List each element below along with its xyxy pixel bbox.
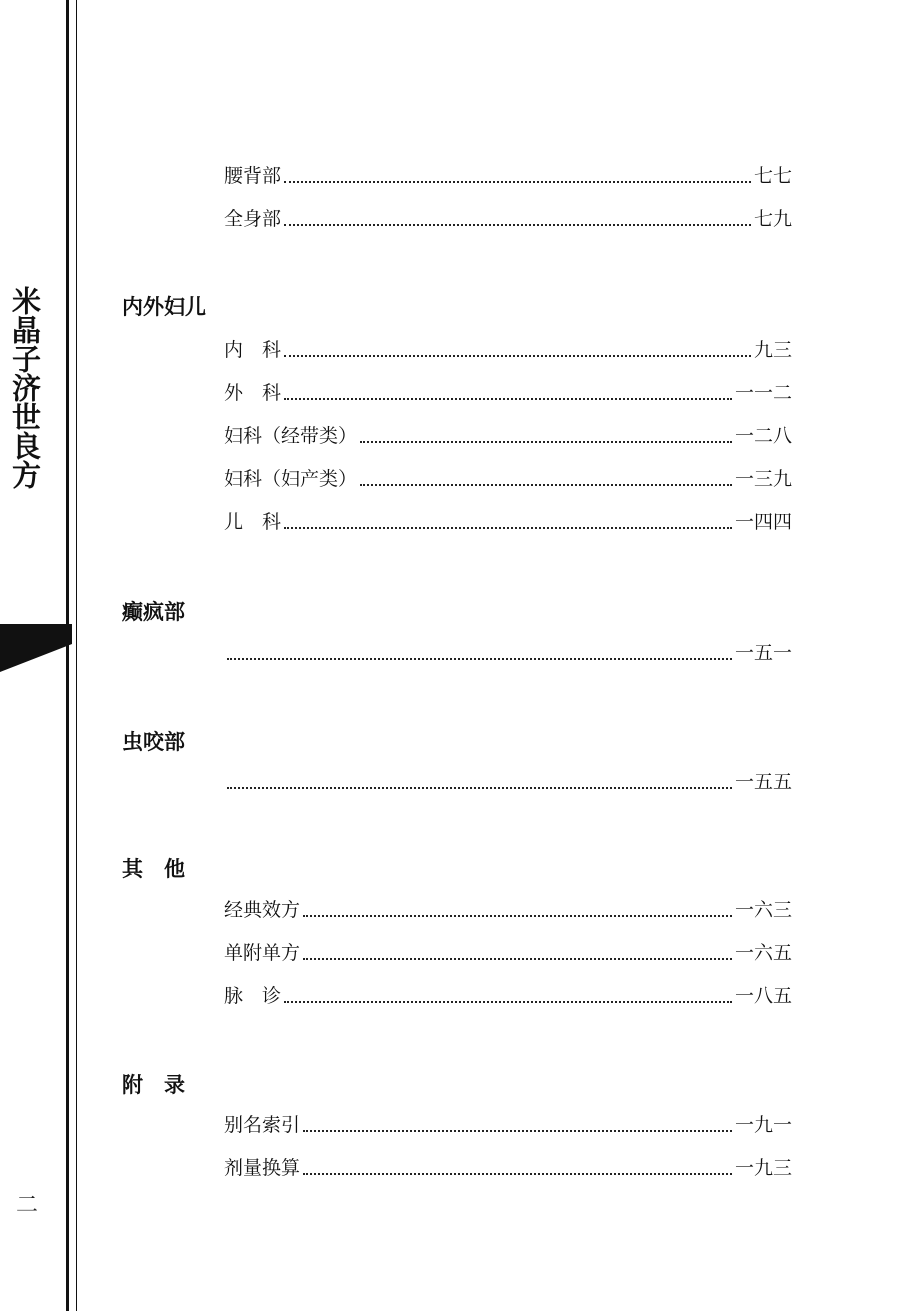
dot-leader xyxy=(303,957,732,960)
dot-leader xyxy=(284,180,751,183)
dot-leader xyxy=(360,483,732,486)
toc-entry[interactable] xyxy=(224,1152,792,1180)
toc-entry-label: 儿 科 xyxy=(224,511,282,533)
dot-leader xyxy=(303,1172,732,1175)
toc-entry-page: 九三 xyxy=(753,339,792,361)
toc-entry-label: 妇科（经带类） xyxy=(224,425,358,447)
toc-entry[interactable] xyxy=(224,203,792,231)
toc-entry[interactable] xyxy=(224,894,792,922)
dot-leader xyxy=(284,223,751,226)
toc-entry-label: 妇科（妇产类） xyxy=(224,468,358,490)
page-number: 二 xyxy=(16,1193,39,1218)
toc-entry[interactable] xyxy=(224,420,792,448)
toc-entry-label: 全身部 xyxy=(224,208,282,230)
dot-leader xyxy=(360,440,732,443)
toc-entry-label: 腰背部 xyxy=(224,165,282,187)
section-title: 癫疯部 xyxy=(122,600,185,624)
toc-entry-page: 七七 xyxy=(753,165,792,187)
toc-entry-page: 一四四 xyxy=(734,511,792,533)
toc-entry-label: 外 科 xyxy=(224,382,282,404)
toc-entry-page: 一五一 xyxy=(734,642,792,664)
toc-entry-label: 脉 诊 xyxy=(224,985,282,1007)
toc-entry[interactable] xyxy=(224,463,792,491)
dot-leader xyxy=(303,1129,732,1132)
toc-entry-page: 一三九 xyxy=(734,468,792,490)
toc-entry-label: 单附单方 xyxy=(224,942,301,964)
toc-entry-label: 别名索引 xyxy=(224,1114,301,1136)
dot-leader xyxy=(227,657,732,660)
toc-entry[interactable] xyxy=(224,334,792,362)
book-title: 米晶子济世良方 xyxy=(8,286,42,489)
toc-entry[interactable] xyxy=(224,980,792,1008)
toc-entry[interactable] xyxy=(224,160,792,188)
toc-entry-page: 一九一 xyxy=(734,1114,792,1136)
section-title: 虫咬部 xyxy=(122,730,185,754)
toc-entry-page: 一九三 xyxy=(734,1157,792,1179)
dot-leader xyxy=(303,914,732,917)
section-title: 附 录 xyxy=(122,1073,185,1097)
section-title: 内外妇儿 xyxy=(122,295,206,319)
toc-entry-page: 一二八 xyxy=(734,425,792,447)
dot-leader xyxy=(284,397,732,400)
toc-entry-page: 一六三 xyxy=(734,899,792,921)
toc-entry[interactable] xyxy=(224,377,792,405)
toc-entry-page: 七九 xyxy=(753,208,792,230)
section-title: 其 他 xyxy=(122,857,185,881)
toc-entry[interactable] xyxy=(224,637,792,665)
toc-entry-page: 一五五 xyxy=(734,771,792,793)
dot-leader xyxy=(284,1000,732,1003)
dot-leader xyxy=(227,786,732,789)
toc-entry-page: 一六五 xyxy=(734,942,792,964)
dot-leader xyxy=(284,354,751,357)
toc-entry-label: 剂量换算 xyxy=(224,1157,301,1179)
toc-entry-page: 一八五 xyxy=(734,985,792,1007)
toc-entry[interactable] xyxy=(224,506,792,534)
toc-entry-page: 一一二 xyxy=(734,382,792,404)
toc-entry-label: 经典效方 xyxy=(224,899,301,921)
dot-leader xyxy=(284,526,732,529)
toc-entry[interactable] xyxy=(224,937,792,965)
toc-entry[interactable] xyxy=(224,1109,792,1137)
toc-entry-label: 内 科 xyxy=(224,339,282,361)
toc-entry[interactable] xyxy=(224,766,792,794)
